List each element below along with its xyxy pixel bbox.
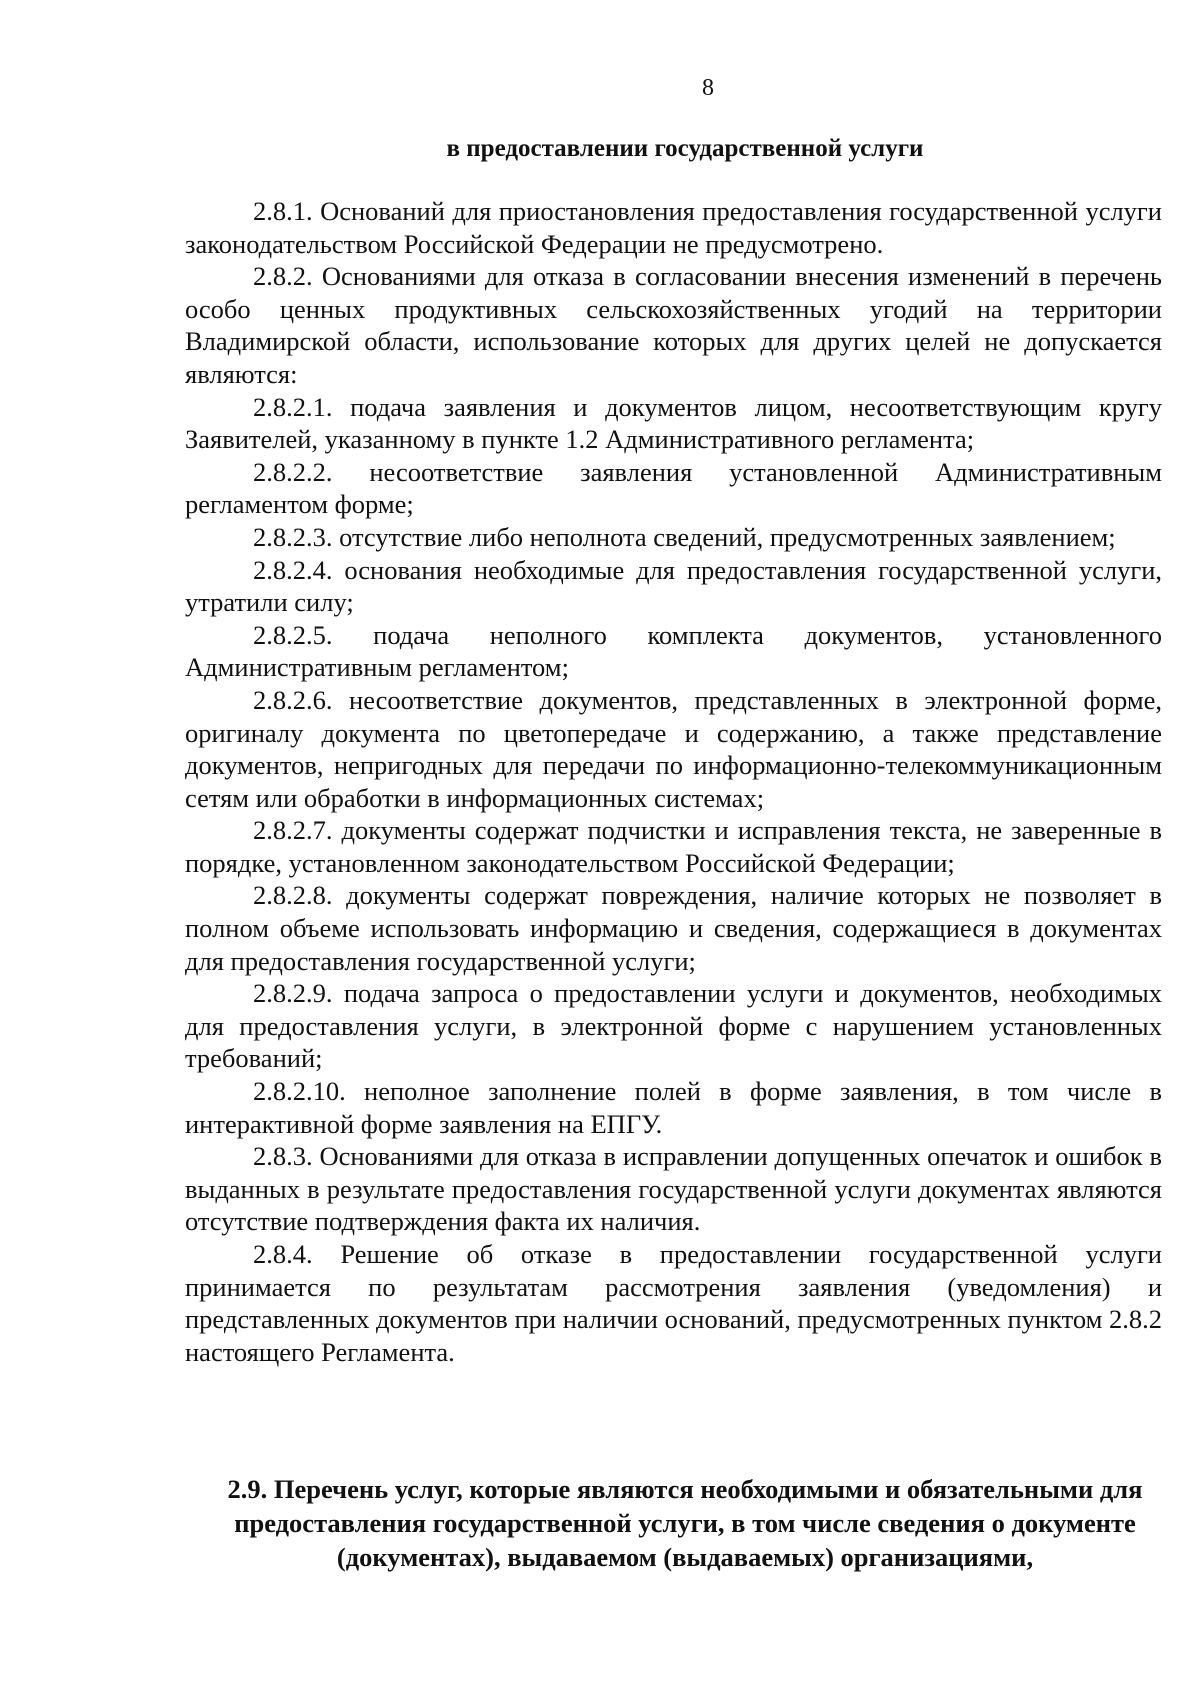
paragraph-2-8-2-6: 2.8.2.6. несоответствие документов, представленных в электронной форме, оригиналу документа по цветопередаче и содержанию, а также представление документов, непригодных для передачи по информационно-телекоммуникационным сетям или обработки в информационных системах; [185,684,1162,813]
paragraph-2-8-2-1: 2.8.2.1. подача заявления и документов лицом, несоответствующим кругу Заявителей, указанному в пункте 1.2 Административного регламента; [185,391,1162,455]
paragraph-2-8-2-10: 2.8.2.10. неполное заполнение полей в форме заявления, в том числе в интерактивной форме заявления на ЕПГУ. [185,1076,1162,1139]
paragraph-2-8-2-3: 2.8.2.3. отсутствие либо неполнота сведений, предусмотренных заявлением; [253,521,1116,552]
paragraph-2-8-2-5: 2.8.2.5. подача неполного комплекта документов, установленного Административным регламентом; [185,619,1162,683]
paragraph-2-8-2-9: 2.8.2.9. подача запроса о предоставлении услуги и документов, необходимых для предоставления услуги, в электронной форме с нарушением установленных требований; [185,978,1162,1074]
paragraph-2-8-2-2: 2.8.2.2. несоответствие заявления установленной Административным регламентом форме; [185,456,1162,520]
paragraph-2-8-1: 2.8.1. Оснований для приостановления предоставления государственной услуги законодательством Российской Федерации не предусмотрено. [185,196,1162,259]
paragraph-2-8-2-7: 2.8.2.7. документы содержат подчистки и исправления текста, не заверенные в порядке, установленном законодательством Российской Федерации; [185,815,1162,878]
paragraph-2-8-2-4: 2.8.2.4. основания необходимые для предоставления государственной услуги, утратили силу; [185,554,1162,618]
section-heading-2-9: 2.9. Перечень услуг, которые являются необходимыми и обязательными для предоставления государственной услуги, в том числе сведения о документе (документах), выдаваемом (выдаваемых) организациями, [227,1474,1143,1572]
paragraph-2-8-3: 2.8.3. Основаниями для отказа в исправлении допущенных опечаток и ошибок в выданных в результате предоставления государственной услуги документах являются отсутствие подтверждения факта их наличия. [185,1141,1162,1237]
page-number: 8 [702,75,714,101]
paragraph-2-8-2-8: 2.8.2.8. документы содержат повреждения, наличие которых не позволяет в полном объеме использовать информацию и сведения, содержащиеся в документах для предоставления государственной услуги; [185,880,1162,976]
section-heading-continuation: в предоставлении государственной услуги [446,135,924,162]
paragraph-2-8-4: 2.8.4. Решение об отказе в предоставлении государственной услуги принимается по результатам рассмотрения заявления (уведомления) и представленных документов при наличии оснований, предусмотренных пунктом 2.8.2 настоящего Регламента. [185,1239,1162,1367]
paragraph-2-8-2: 2.8.2. Основаниями для отказа в согласовании внесения изменений в перечень особо ценных продуктивных сельскохозяйственных угодий на территории Владимирской области, использование которых для других целей не допускается являются: [185,261,1162,389]
document-body [185,195,1162,1368]
